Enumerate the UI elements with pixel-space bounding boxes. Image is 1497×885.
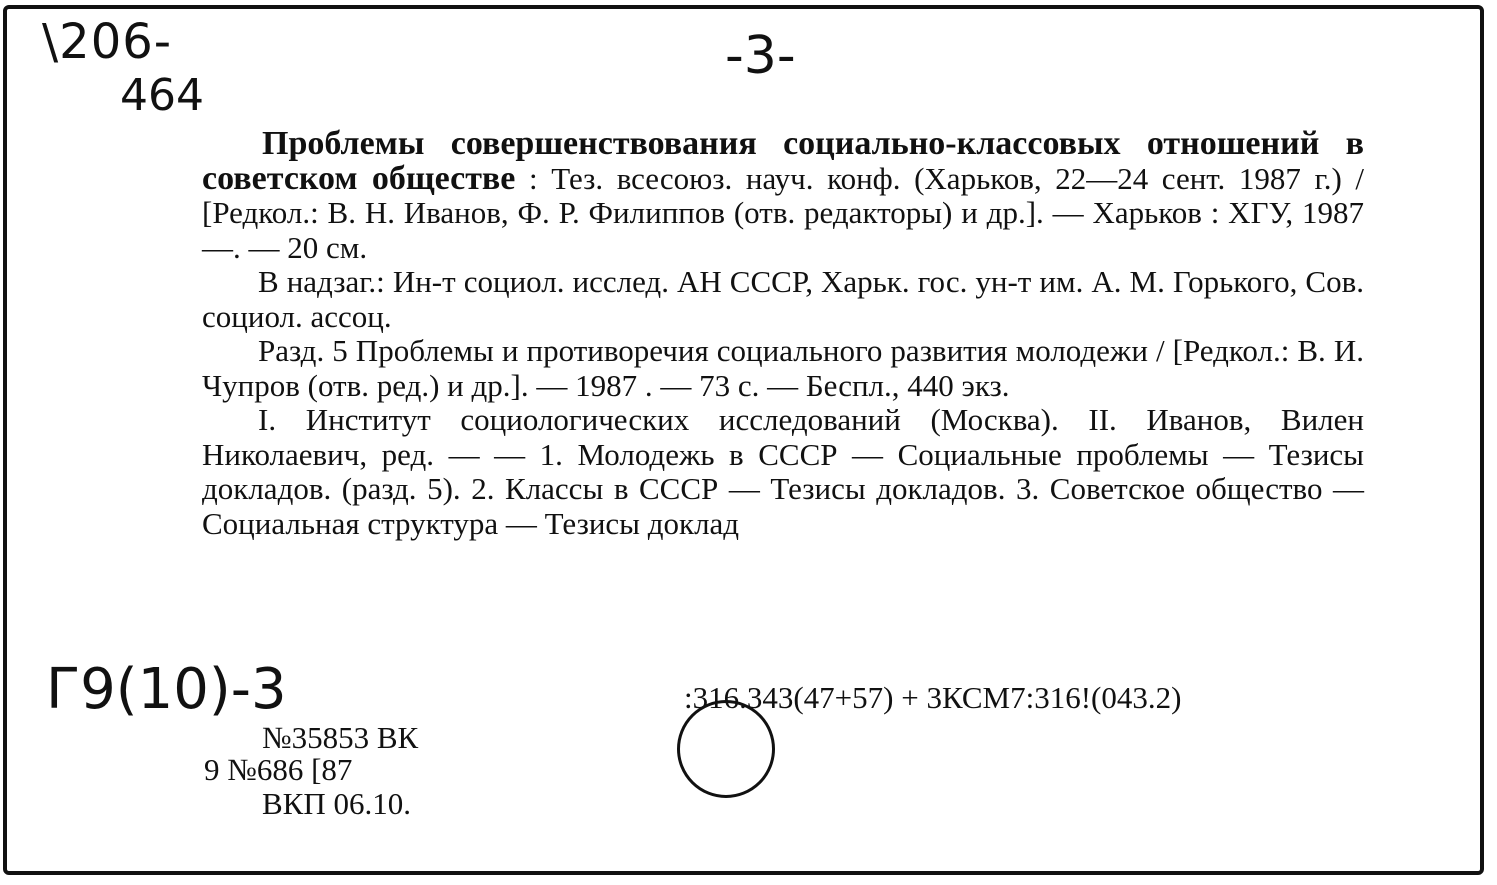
classification-code: :316.343(47+57) + 3КСМ7:316!(043.2) [684, 680, 1182, 715]
vkp-code: ВКП 06.10. [262, 786, 411, 821]
record-heading [202, 127, 1364, 265]
record-description: : Тез. всесоюз. науч. конф. (Харьков, 22—24 сент. 1987 г.) / [Редкол.: В. Н. Иванов, Ф. Р. Филиппов (отв. редакторы) и др.]. — Харьков : ХГУ, 1987—. — 20 см. [202, 160, 1364, 265]
accession-number-line1: \206- [42, 14, 173, 70]
accession-number-line2: 464 [120, 70, 204, 121]
record-note: В надзаг.: Ин-т социол. исслед. АН СССР, Харьк. гос. ун-т им. А. М. Горького, Сов. социол. ассоц. [202, 264, 1364, 334]
page-number: -3- [725, 26, 796, 86]
record-title: Проблемы совершенствования социально-классовых отношений в советском обществе [202, 125, 1364, 197]
shelf-mark: Г9(10)-3 [46, 657, 287, 722]
record-number: №35853 ВК [262, 720, 419, 755]
record-part: Разд. 5 Проблемы и противоречия социального развития молодежи / [Редкол.: В. И. Чупров (отв. ред.) и др.]. — 1987 . — 73 с. — Беспл., 440 экз. [202, 333, 1364, 403]
record-tracings: I. Институт социологических исследований (Москва). II. Иванов, Вилен Николаевич, ред. — — 1. Молодежь в СССР — Социальные проблемы — Тезисы докладов. (разд. 5). 2. Классы в СССР — Тезисы докладов. 3. Советское общество — Социальная структура — Тезисы доклад [202, 402, 1364, 541]
punch-hole [677, 700, 775, 798]
bibliographic-record [202, 127, 1364, 541]
card-number: 9 №686 [87 [204, 752, 353, 787]
